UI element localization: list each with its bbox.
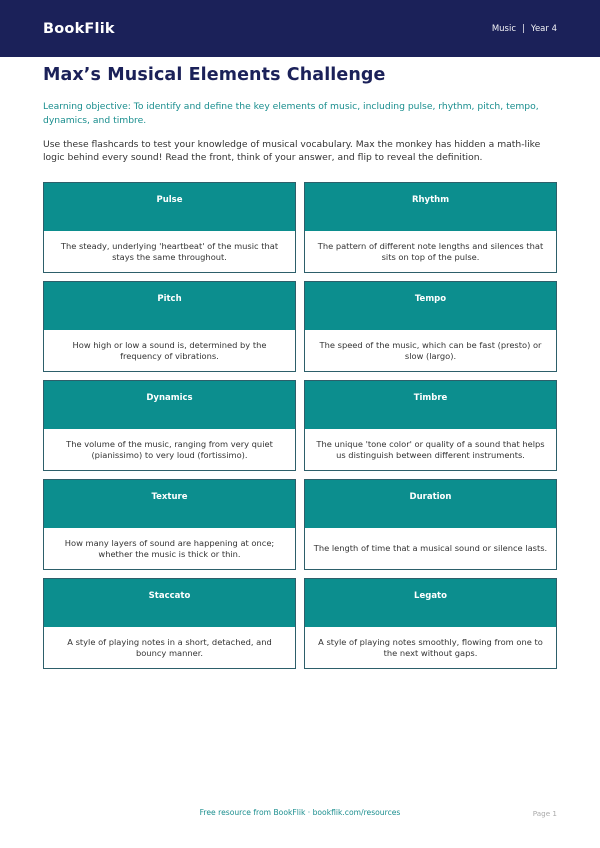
flashcard-tempo[interactable] [304,281,557,372]
flashcard-definition: The volume of the music, ranging from very quiet (pianissimo) to very loud (fortissimo). [66,438,273,460]
flashcard-dynamics[interactable] [43,380,296,471]
flashcard-term: Duration [305,480,556,528]
flashcard-definition: The speed of the music, which can be fast (presto) or slow (largo). [319,339,542,361]
flashcard-term: Pulse [44,183,295,231]
flashcard-grid [43,182,557,669]
flashcard-definition: The length of time that a musical sound or silence lasts. [313,543,548,553]
brand-logo[interactable]: BookFlik [43,20,115,37]
footer-credit[interactable]: Free resource from BookFlik · bookflik.com/resources [199,808,401,817]
intro-paragraph: Use these flashcards to test your knowledge of musical vocabulary. Max the monkey has hidden a math-like logic behind every sound! Read the front, think of your answer, and flip to reveal the definition. [43,139,541,163]
subject-label: Music [491,23,517,34]
flashcard-timbre[interactable] [304,380,557,471]
flashcard-texture[interactable] [43,479,296,570]
flashcard-staccato[interactable] [43,578,296,669]
flashcard-term: Rhythm [305,183,556,231]
flashcard-rhythm[interactable] [304,182,557,273]
flashcard-definition: The steady, underlying 'heartbeat' of the music that stays the same throughout. [60,240,279,262]
header-meta [492,24,557,34]
flashcard-definition: The pattern of different note lengths and silences that sits on top of the pulse. [317,240,544,262]
page-title: Max’s Musical Elements Challenge [43,65,386,85]
flashcard-definition: How high or low a sound is, determined by the frequency of vibrations. [72,339,267,361]
flashcard-definition: A style of playing notes smoothly, flowing from one to the next without gaps. [318,636,543,658]
header-bar [0,0,600,57]
flashcard-definition: A style of playing notes in a short, detached, and bouncy manner. [67,636,272,658]
flashcard-term: Tempo [305,282,556,330]
flashcard-term: Legato [305,579,556,627]
flashcard-duration[interactable] [304,479,557,570]
flashcard-legato[interactable] [304,578,557,669]
flashcard-term: Pitch [44,282,295,330]
flashcard-term: Staccato [44,579,295,627]
flashcard-pitch[interactable] [43,281,296,372]
learning-objective: Learning objective: To identify and define the key elements of music, including pulse, rhythm, pitch, tempo, dynamics, and timbre. [43,101,539,126]
flashcard-pulse[interactable] [43,182,296,273]
flashcard-definition: The unique 'tone color' or quality of a sound that helps us distinguish between different instruments. [316,438,545,460]
page-number: Page 1 [532,809,557,818]
flashcard-term: Timbre [305,381,556,429]
flashcard-term: Dynamics [44,381,295,429]
flashcard-term: Texture [44,480,295,528]
year-label: Year 4 [530,23,557,34]
meta-separator: | [522,23,525,34]
flashcard-definition: How many layers of sound are happening at once; whether the music is thick or thin. [64,537,275,559]
